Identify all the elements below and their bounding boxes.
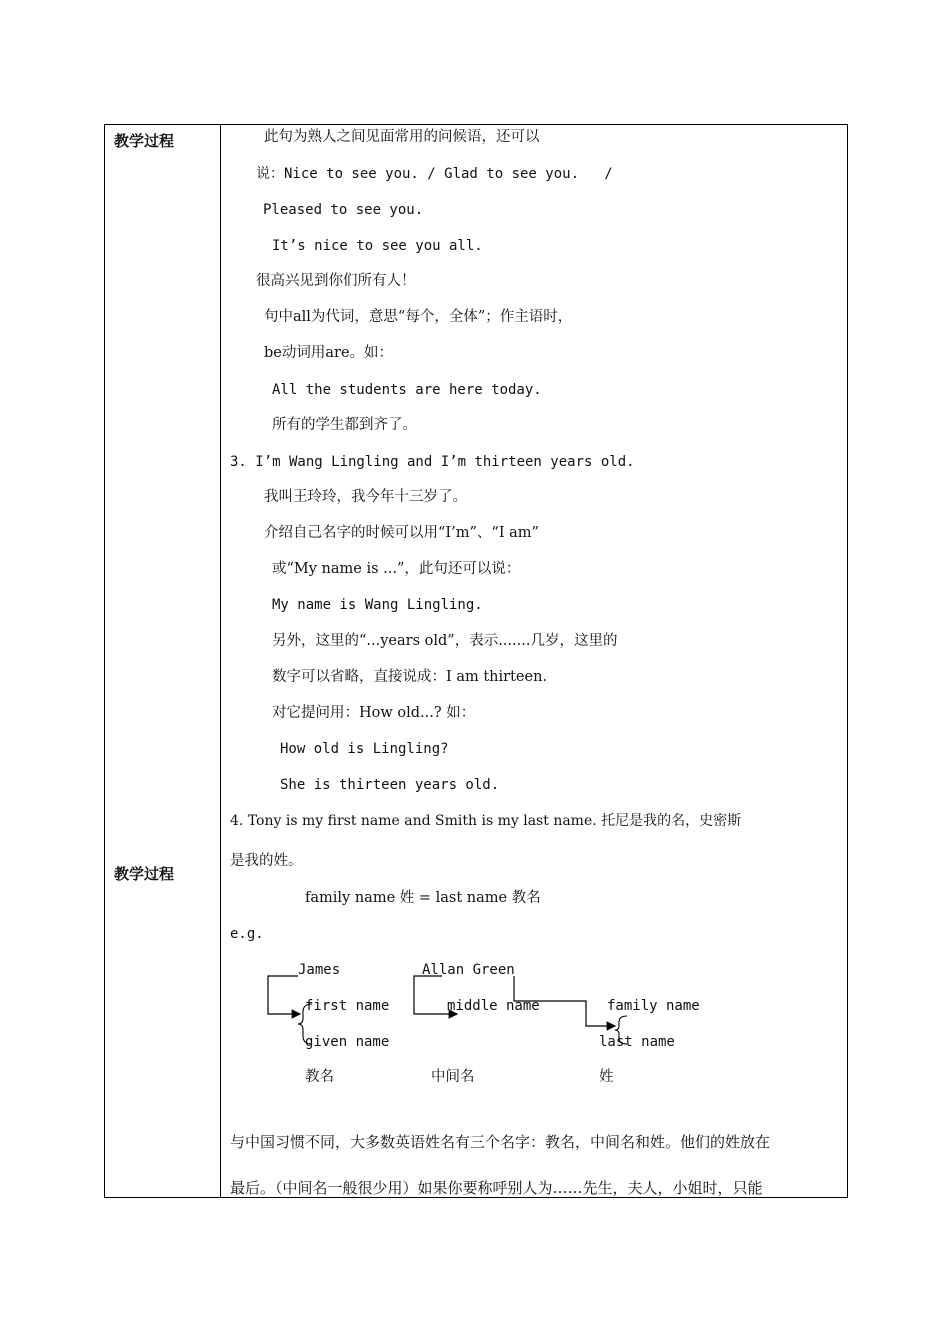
text-line: Pleased to see you. bbox=[263, 202, 424, 218]
diagram-allan-green: Allan Green bbox=[422, 962, 515, 978]
text-line: It’s nice to see you all. bbox=[272, 238, 483, 254]
text-line: e.g. bbox=[230, 926, 264, 942]
text-line: 是我的姓。 bbox=[230, 853, 303, 869]
text-line: My name is Wang Lingling. bbox=[272, 597, 483, 613]
paragraph-line: 最后。（中间名一般很少用）如果你要称呼别人为……先生，夫人，小姐时，只能 bbox=[230, 1179, 763, 1197]
text-line: 3. I’m Wang Lingling and I’m thirteen years old. bbox=[230, 454, 635, 470]
text-line: family name 姓 = last name 教名 bbox=[305, 890, 541, 906]
text-line: 4. Tony is my first name and Smith is my last name. 托尼是我的名，史密斯 bbox=[230, 813, 742, 829]
text-line: 对它提问用：How old...? 如： bbox=[272, 705, 476, 721]
text-line: She is thirteen years old. bbox=[280, 777, 500, 793]
text-line: be动词用are。如： bbox=[264, 345, 394, 361]
row-label-mid: 教学过程 bbox=[114, 865, 175, 883]
text-line: 所有的学生都到齐了。 bbox=[272, 417, 417, 433]
diagram-middle-name: middle name bbox=[447, 998, 540, 1014]
diagram-family-name: family name bbox=[607, 998, 700, 1014]
text-line: 另外，这里的“...years old”，表示.......几岁，这里的 bbox=[272, 633, 618, 649]
text-line: 很高兴见到你们所有人！ bbox=[256, 273, 416, 289]
diagram-james: James bbox=[298, 962, 341, 978]
text-line: 数字可以省略，直接说成：I am thirteen. bbox=[272, 669, 548, 685]
diagram-cn-middle: 中间名 bbox=[431, 1069, 475, 1085]
text-line: 或“My name is ...”，此句还可以说： bbox=[272, 561, 521, 577]
lesson-table bbox=[104, 124, 848, 1198]
text-line: 我叫王玲玲，我今年十三岁了。 bbox=[264, 489, 467, 505]
row-label-top: 教学过程 bbox=[114, 132, 175, 150]
diagram-cn-given: 教名 bbox=[305, 1069, 334, 1085]
diagram-cn-family: 姓 bbox=[599, 1069, 614, 1085]
text-line: All the students are here today. bbox=[272, 382, 542, 398]
diagram-given-name: given name bbox=[305, 1034, 390, 1050]
text-line: 此句为熟人之间见面常用的问候语，还可以 bbox=[264, 129, 540, 145]
text-line: 说：Nice to see you. / Glad to see you. / bbox=[256, 166, 613, 182]
text-line: 介绍自己名字的时候可以用“I’m”、“I am” bbox=[264, 525, 539, 541]
diagram-first-name: first name bbox=[305, 998, 390, 1014]
text-line: How old is Lingling? bbox=[280, 741, 449, 757]
column-divider bbox=[220, 124, 221, 1198]
paragraph-line: 与中国习惯不同，大多数英语姓名有三个名字：教名，中间名和姓。他们的姓放在 bbox=[230, 1133, 771, 1151]
diagram-last-name: last name bbox=[599, 1034, 675, 1050]
text-line: 句中all为代词，意思“每个，全体”；作主语时， bbox=[264, 309, 573, 325]
